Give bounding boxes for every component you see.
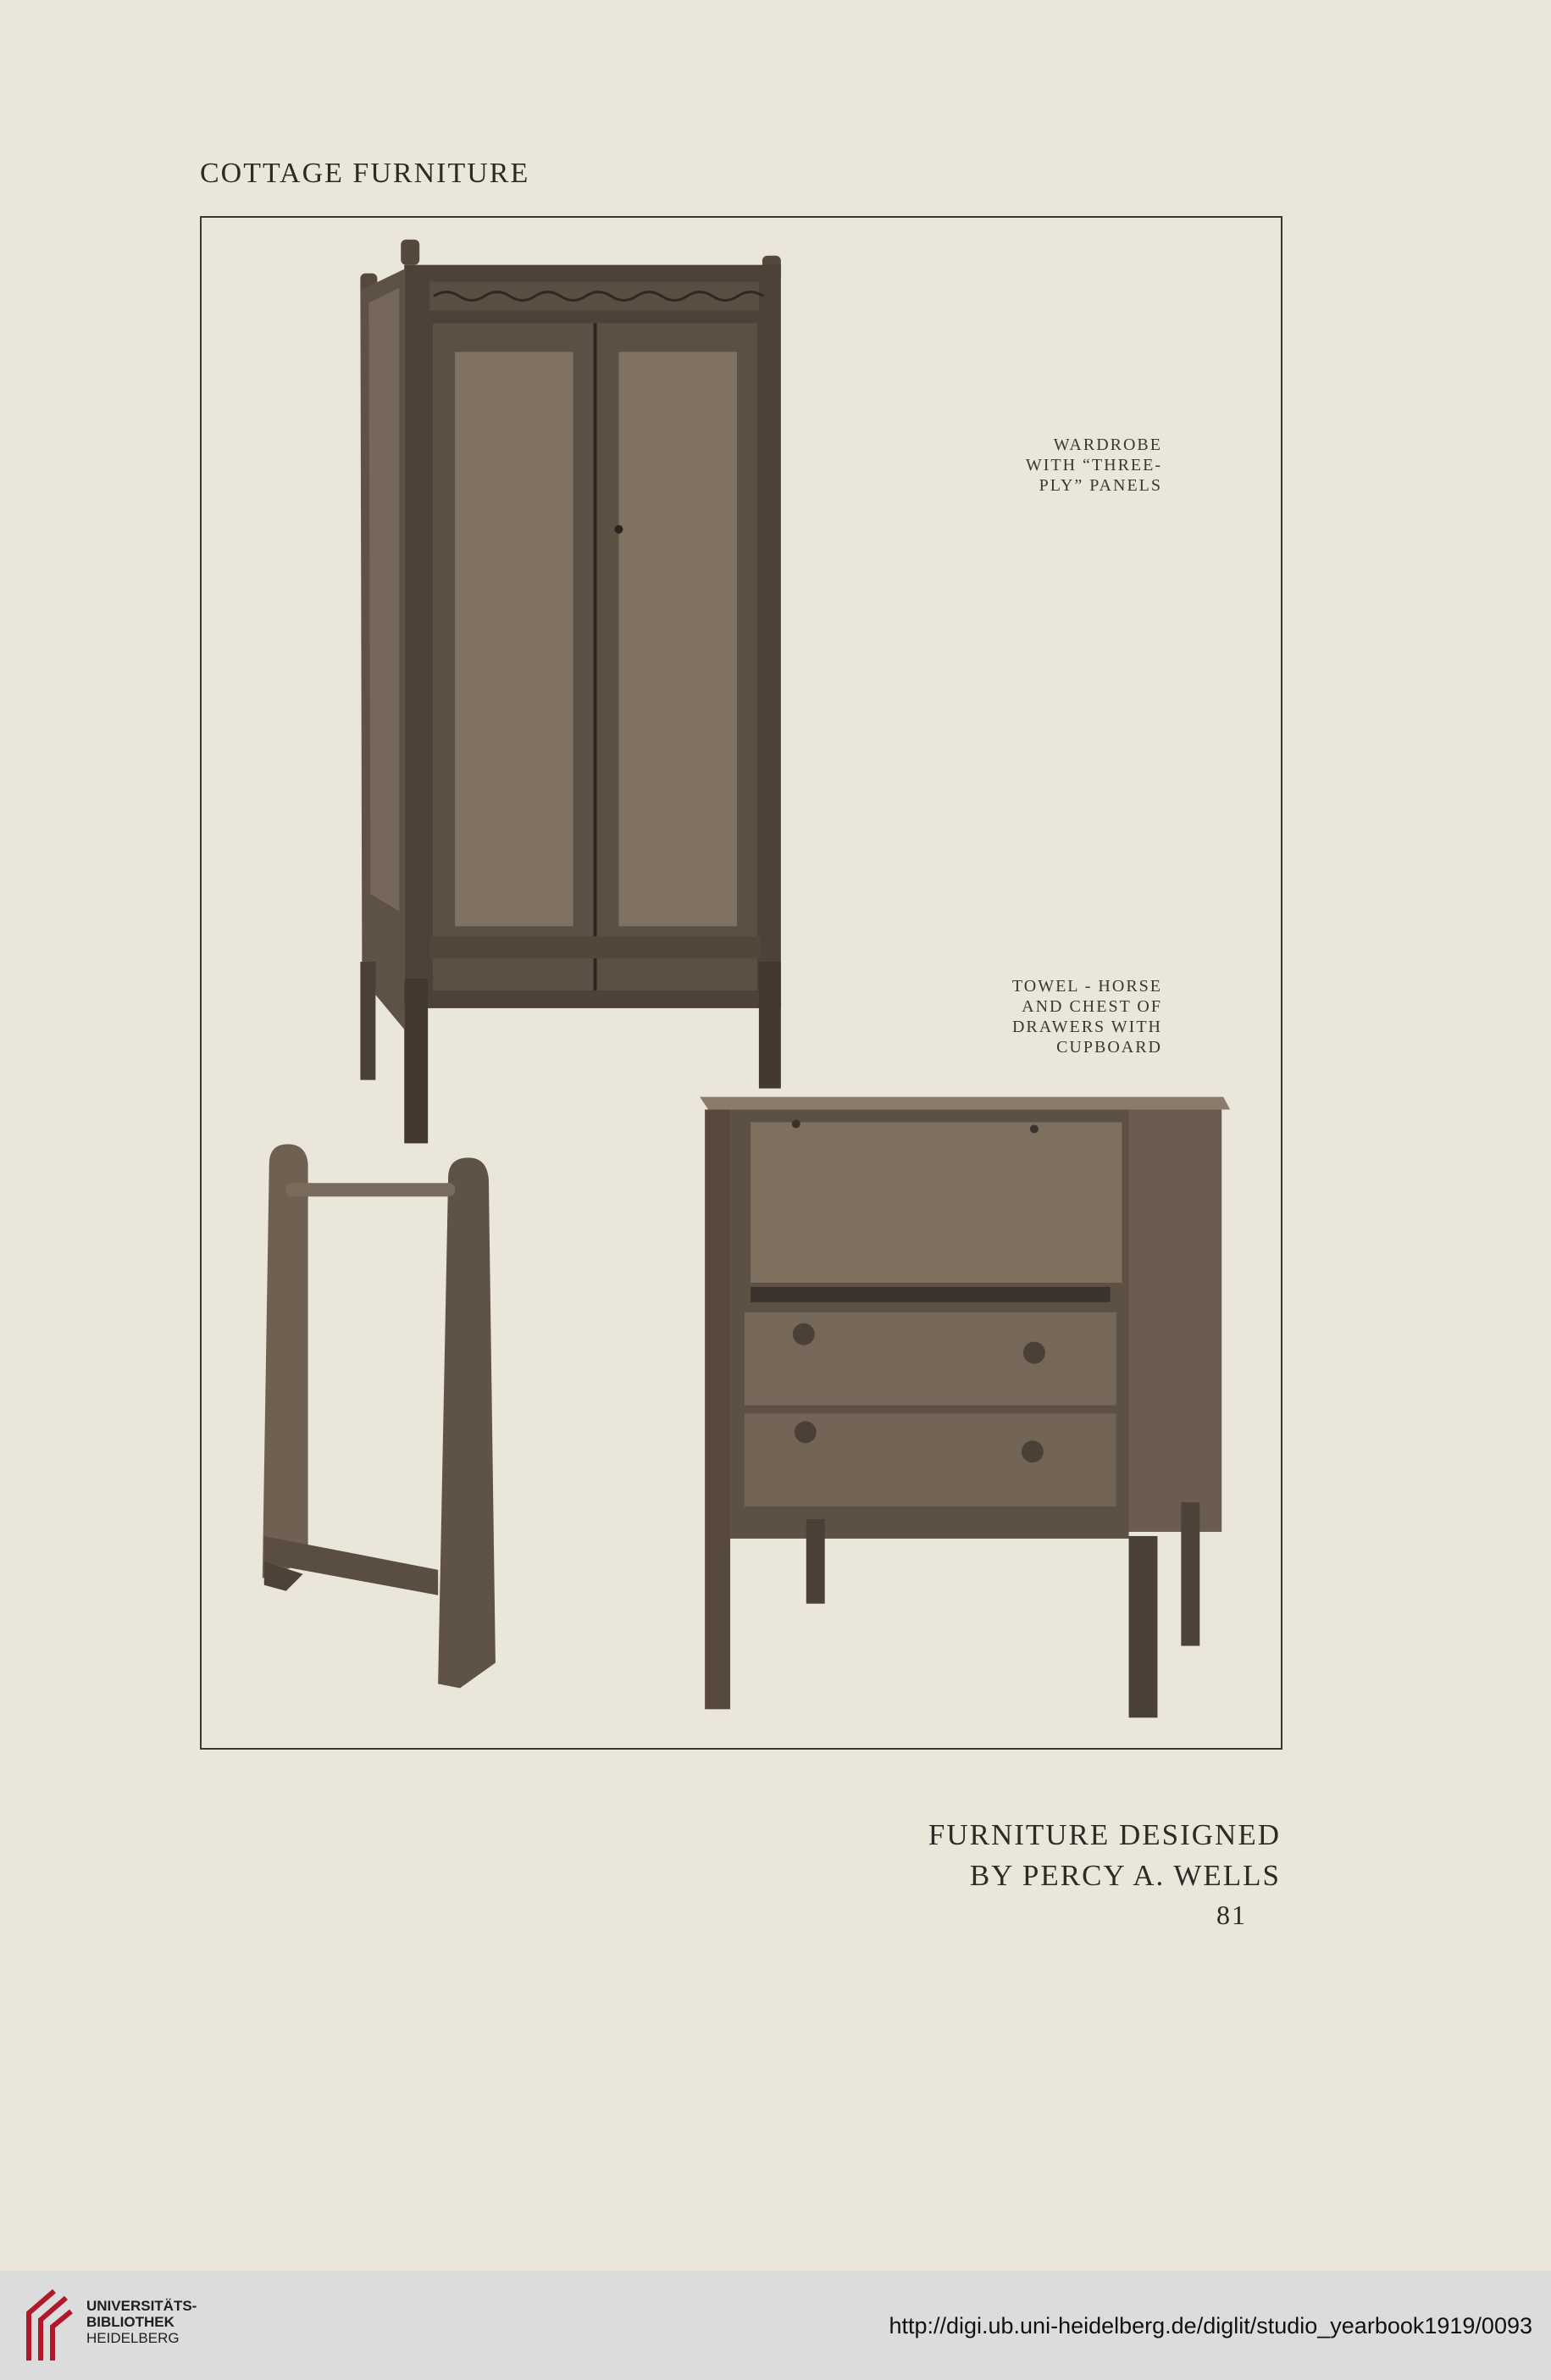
page-number: 81: [1216, 1900, 1247, 1930]
library-logo-icon: [17, 2284, 76, 2366]
caption-line: TOWEL - HORSE: [1011, 977, 1162, 996]
caption-line: CUPBOARD: [1056, 1038, 1162, 1057]
caption-line: AND CHEST OF: [1022, 997, 1162, 1016]
library-name: [86, 2298, 197, 2346]
caption-line: PLY” PANELS: [1039, 476, 1162, 495]
running-head: COTTAGE FURNITURE: [200, 158, 530, 189]
towel-horse-photo: [263, 1144, 496, 1688]
caption-chest: [881, 976, 1162, 1057]
library-footer-bar: [0, 2271, 1551, 2380]
caption-line: DRAWERS WITH: [1011, 1018, 1162, 1036]
credit-line: BY PERCY A. WELLS: [969, 1859, 1281, 1892]
library-name-line: UNIVERSITÄTS-: [86, 2298, 197, 2314]
chest-of-drawers-photo: [700, 1097, 1230, 1718]
designer-credit: [847, 1815, 1281, 1896]
library-name-line: HEIDELBERG: [86, 2330, 180, 2346]
credit-line: FURNITURE DESIGNED: [928, 1818, 1281, 1851]
caption-line: WARDROBE: [1053, 436, 1162, 454]
library-name-line: BIBLIOTHEK: [86, 2314, 174, 2330]
caption-wardrobe: [915, 435, 1162, 496]
permalink-url[interactable]: http://digi.ub.uni-heidelberg.de/diglit/studio_yearbook1919/0093: [889, 2313, 1532, 2338]
caption-line: WITH “THREE-: [1025, 456, 1162, 474]
wardrobe-photo: [360, 240, 780, 1144]
